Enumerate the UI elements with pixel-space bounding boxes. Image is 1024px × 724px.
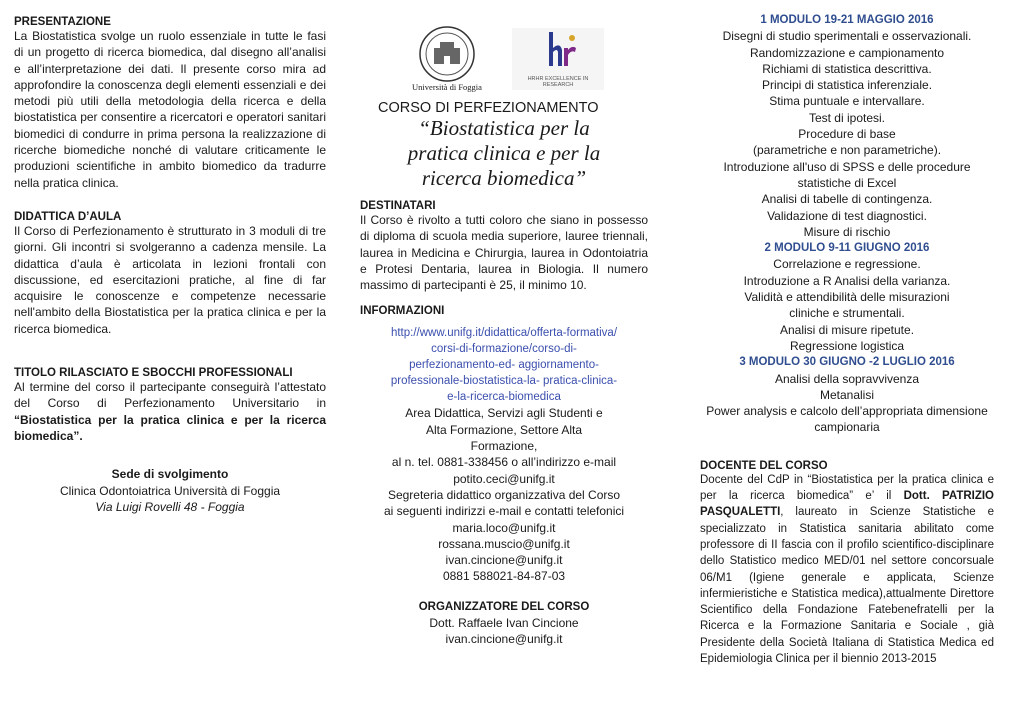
modulo1-item: Disegni di studio sperimentali e osservazionali. <box>722 29 972 44</box>
email-link[interactable]: ivan.cincione@unifg.it <box>445 553 563 568</box>
corso-label: CORSO DI PERFEZIONAMENTO <box>378 100 599 116</box>
modulo1-item: Analisi di tabelle di contingenza. <box>761 192 933 207</box>
modulo2-item: Analisi di misure ripetute. <box>779 322 915 337</box>
modulo3-item: Power analysis e calcolo dell’appropriata dimensione <box>706 404 988 419</box>
informazioni-heading: INFORMAZIONI <box>360 305 445 318</box>
destinatari-text: Il Corso è rivolto a tutti coloro che siano in possesso di diploma di scuola media superiore, lauree triennali, laurea in Medicina e Chirurgia, laurea in Odontoiatria e Protesi Dentaria, laurea in Biologia. Il numero massimo di partecipanti è 25, il minimo 10. <box>360 213 648 293</box>
hr-caption: HRHR EXCELLENCE IN RESEARCH <box>527 76 589 88</box>
info-line: al n. tel. 0881-338456 o all’indirizzo e-mail <box>391 455 617 470</box>
modulo1-item: Test di ipotesi. <box>808 110 886 125</box>
organizzatore-heading: ORGANIZZATORE DEL CORSO <box>418 600 590 613</box>
modulo1-item: Introduzione all'uso di SPSS e delle procedure <box>723 159 971 174</box>
modulo2-item: Introduzione a R Analisi della varianza. <box>743 273 951 288</box>
info-contacts <box>360 405 648 584</box>
modulo1-item: Validazione di test diagnostici. <box>767 208 927 223</box>
modulo3-item: Analisi della sopravvivenza <box>774 371 920 386</box>
docente-intro: Docente del CdP in “Biostatistica per la pratica clinica e per la ricerca biomedica” e’ il <box>700 473 994 503</box>
modulo1-heading: 1 MODULO 19-21 MAGGIO 2016 <box>760 14 934 26</box>
modulo2-item: Regressione logistica <box>789 338 905 353</box>
modulo1-item: Misure di rischio <box>803 224 891 239</box>
column-left <box>14 0 326 516</box>
modulo3-item: campionaria <box>814 420 880 435</box>
modulo1-item: statistiche di Excel <box>797 175 897 190</box>
sede-street: Via Luigi Rovelli 48 - Foggia <box>95 500 245 515</box>
info-line: Alta Formazione, Settore Alta <box>425 422 583 437</box>
modulo1-item: Principi di statistica inferenziale. <box>761 78 933 93</box>
course-title-line2: pratica clinica e per la <box>407 141 601 165</box>
docente-name: Dott. PATRIZIO PASQUALETTI <box>700 490 995 519</box>
organizzatore-block <box>360 599 648 648</box>
sede-heading: Sede di svolgimento <box>111 467 229 482</box>
university-of-foggia-logo <box>410 24 484 96</box>
column-center <box>360 100 648 648</box>
course-info-link[interactable]: http://www.unifg.it/didattica/offerta-formativa/ corsi-di-formazione/corso-di-perfezionamento-ed- aggiornamento-professionale-biostatistica-la- pratica-clinica-e-la-ricerca-biomedica <box>390 327 618 404</box>
docente-text <box>700 472 994 668</box>
course-title-line1: “Biostatistica per la <box>418 116 590 140</box>
sede-address: Clinica Odontoiatrica Università di Foggia <box>59 483 281 498</box>
unifg-caption: Università di Foggia <box>412 82 482 92</box>
modulo3-heading: 3 MODULO 30 GIUGNO -2 LUGLIO 2016 <box>739 356 955 369</box>
info-line: ai seguenti indirizzi e-mail e contatti telefonici <box>383 504 625 519</box>
hr-excellence-logo <box>512 28 604 90</box>
course-title-line3: ricerca biomedica” <box>421 166 587 190</box>
email-link[interactable]: maria.loco@unifg.it <box>452 520 556 535</box>
destinatari-heading: DESTINATARI <box>360 200 436 212</box>
titolo-course-name: “Biostatistica per la pratica clinica e per la ricerca biomedica”. <box>14 412 326 443</box>
column-right <box>700 12 994 667</box>
modulo1-item: Randomizzazione e campionamento <box>749 45 945 60</box>
organizzatore-email[interactable]: ivan.cincione@unifg.it <box>445 632 563 647</box>
info-line: Segreteria didattico organizzativa del Corso <box>387 487 621 502</box>
phone-numbers: 0881 588021-84-87-03 <box>442 569 566 584</box>
titolo-text-body: Al termine del corso il partecipante conseguirà l’attestato del Corso di Perfezionamento Universitario in <box>14 380 326 411</box>
presentazione-heading: PRESENTAZIONE <box>14 16 111 28</box>
info-line: Formazione, <box>470 439 538 454</box>
modulo1-item: Procedure di base <box>798 127 896 142</box>
didattica-heading: DIDATTICA D’AULA <box>14 210 122 223</box>
email-link[interactable]: potito.ceci@unifg.it <box>453 471 555 486</box>
organizzatore-name: Dott. Raffaele Ivan Cincione <box>429 616 579 631</box>
modulo1-item: (parametriche e non parametriche). <box>752 143 942 158</box>
docente-bio: , laureato in Scienze Statistiche e specializzato in Statistica sanitaria abilitato come professore di II fascia con il profilo scientifico-disciplinare dello Statistico medico MED/01 nel settore concorsuale 06/M1 (Igiene generale e applicata, Scienze infermieristiche e Statistica medica),attualmente Direttore Scientifico della Fondazione Fatebenefratelli per la Ricerca e la Formazione Sanitaria e Sociale , già Presidente della Società Italiana di Statistica Medica ed Epidemiologia Clinica per il biennio 2013-2015 <box>700 506 994 665</box>
titolo-text <box>14 379 326 444</box>
modulo2-heading: 2 MODULO 9-11 GIUGNO 2016 <box>764 242 930 255</box>
email-link[interactable]: rossana.muscio@unifg.it <box>438 536 570 551</box>
hr-icon <box>512 28 604 76</box>
modulo1-item: Stima puntuale e intervallare. <box>769 94 925 109</box>
info-line: Area Didattica, Servizi agli Studenti e <box>405 406 603 421</box>
didattica-text: Il Corso di Perfezionamento è strutturato in 3 moduli di tre giorni. Gli incontri si svolgeranno a cadenza mensile. La didattica d’aula è articolata in lezioni frontali con discussione, ed esercitazioni pratiche, al fine di far acquisire le conoscenze e competenze necessarie nell'ambito della Biostatistica per la pratica clinica e per la ricerca biomedica. <box>14 223 326 336</box>
program-block <box>700 12 994 436</box>
modulo2-item: Validità e attendibilità delle misurazioni <box>744 290 950 305</box>
modulo2-item: Correlazione e regressione. <box>773 257 921 272</box>
modulo2-item: cliniche e strumentali. <box>789 306 905 321</box>
titolo-heading: TITOLO RILASCIATO E SBOCCHI PROFESSIONALI <box>14 367 293 380</box>
modulo3-item: Metanalisi <box>819 387 875 402</box>
presentazione-text: La Biostatistica svolge un ruolo essenziale in tutte le fasi di un progetto di ricerca biomedica, dal disegno all’analisi e all’interpretazione dei dati. Il presente corso mira ad approfondire la conoscenza degli elementi essenziali e dei metodi più utili della metodologia della ricerca e della biostatistica per consentire a ricercatori e operatori sanitari biomedici di condurre in prima persona la realizzazione di ricerche biomediche nonché di valutare criticamente le produzioni scientifiche in ambito biomedico da tradurre nella pratica clinica. <box>14 29 326 190</box>
sede-block <box>14 466 326 516</box>
docente-heading: DOCENTE DEL CORSO <box>700 459 828 472</box>
modulo1-item: Richiami di statistica descrittiva. <box>762 61 932 76</box>
